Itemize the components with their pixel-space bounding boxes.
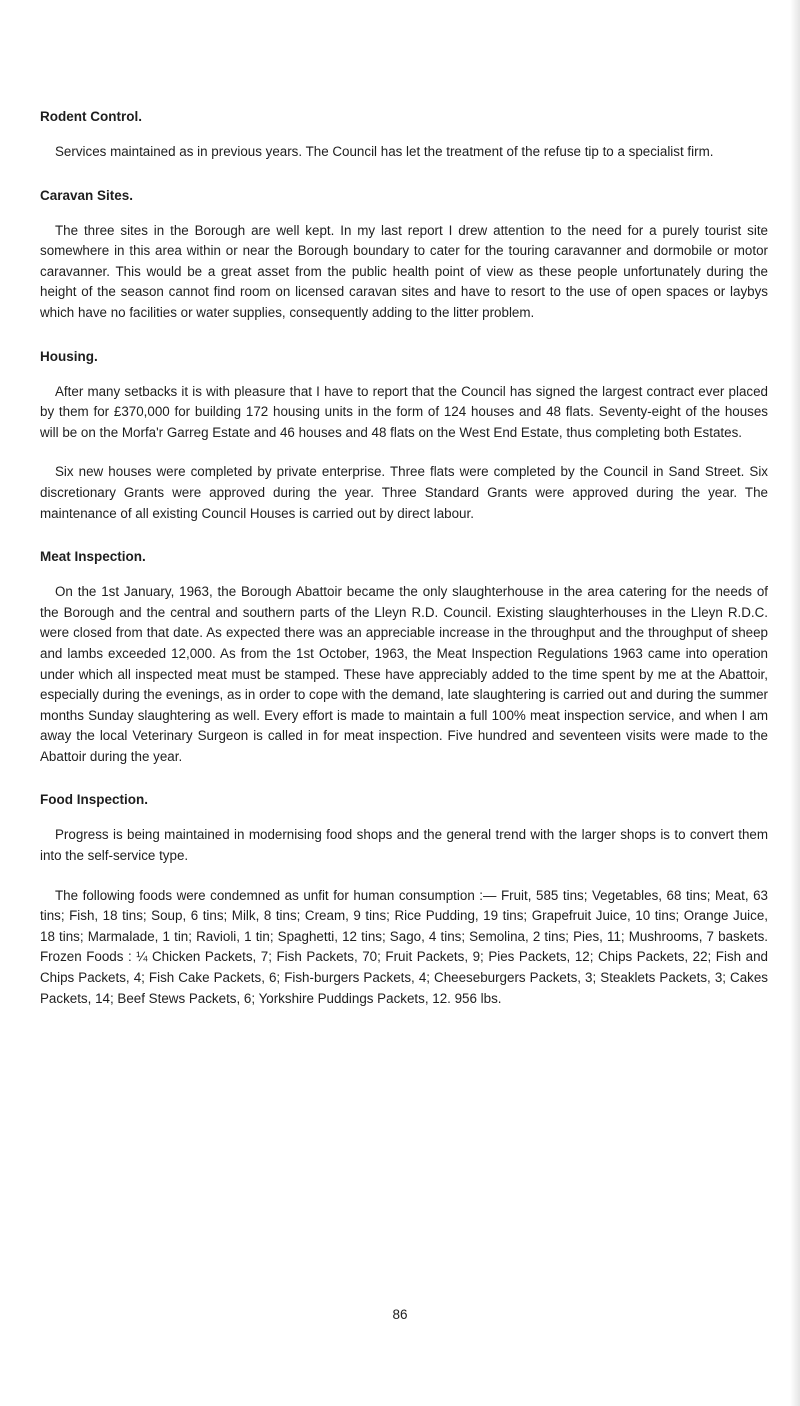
paragraph: Services maintained as in previous years. The Council has let the treatment of the refuse tip to a specialist firm.	[55, 144, 714, 159]
section-food-inspection	[40, 791, 768, 1009]
page-edge-shadow	[790, 0, 800, 1406]
paragraph: The three sites in the Borough are well kept. In my last report I drew attention to the need for a purely tourist site somewhere in this area within or near the Borough boundary to cater for the touring caravanner and dormobile or motor caravanner. This would be a great asset from the public health point of view as these people unfortunately during the height of the season cannot find room on licensed caravan sites and have to resort to the use of open spaces or laybys which have no facilities or water supplies, consequently adding to the litter problem.	[40, 222, 768, 320]
page-number: 86	[392, 1307, 408, 1322]
section-heading: Food Inspection.	[40, 792, 148, 808]
section-heading: Housing.	[40, 348, 98, 364]
section-heading: Caravan Sites.	[40, 187, 134, 203]
paragraph: Progress is being maintained in modernising food shops and the general trend with the larger shops is to convert them into the self-service type.	[40, 827, 768, 864]
section-heading: Meat Inspection.	[40, 549, 146, 565]
section-caravan-sites	[40, 187, 768, 324]
paragraph: Six new houses were completed by private enterprise. Three flats were completed by the Council in Sand Street. Six discretionary Grants were approved during the year. Three Standard Grants were approved during the year. The maintenance of all existing Council Houses is carried out by direct labour.	[40, 464, 768, 521]
section-rodent-control	[40, 108, 768, 163]
paragraph: On the 1st January, 1963, the Borough Abattoir became the only slaughterhouse in the area catering for the needs of the Borough and the central and southern parts of the Lleyn R.D. Council. Existing slaughterhouses in the Lleyn R.D.C. were closed from that date. As expected there was an appreciable increase in the throughput and the throughput of sheep and lambs exceeded 12,000. As from the 1st October, 1963, the Meat Inspection Regulations 1963 came into operation under which all inspected meat must be stamped. These have appreciably added to the time spent by me at the Abattoir, especially during the evenings, as in order to cope with the demand, late slaughtering is carried out and during the summer months Sunday slaughtering as well. Every effort is made to maintain a full 100% meat inspection service, and when I am away the local Veterinary Surgeon is called in for meat inspection. Five hundred and seventeen visits were made to the Abattoir during the year.	[40, 584, 768, 764]
paragraph: After many setbacks it is with pleasure that I have to report that the Council has signed the largest contract ever placed by them for £370,000 for building 172 housing units in the form of 124 houses and 48 flats. Seventy-eight of the houses will be on the Morfa'r Garreg Estate and 46 houses and 48 flats on the West End Estate, thus completing both Estates.	[40, 383, 768, 440]
section-heading: Rodent Control.	[40, 109, 142, 124]
document-body	[40, 108, 768, 1033]
paragraph: The following foods were condemned as unfit for human consumption :— Fruit, 585 tins; Vegetables, 68 tins; Meat, 63 tins; Fish, 18 tins; Soup, 6 tins; Milk, 8 tins; Cream, 9 tins; Rice Pudding, 19 tins; Grapefruit Juice, 10 tins; Orange Juice, 18 tins; Marmalade, 1 tin; Ravioli, 1 tin; Spaghetti, 12 tins; Sago, 4 tins; Semolina, 2 tins; Pies, 11; Mushrooms, 7 baskets. Frozen Foods : ¼ Chicken Packets, 7; Fish Packets, 70; Fruit Packets, 9; Pies Packets, 12; Chips Packets, 22; Fish and Chips Packets, 4; Fish Cake Packets, 6; Fish-burgers Packets, 4; Cheeseburgers Packets, 3; Steaklets Packets, 3; Cakes Packets, 14; Beef Stews Packets, 6; Yorkshire Puddings Packets, 12. 956 lbs.	[40, 887, 768, 1006]
section-housing	[40, 348, 768, 525]
section-meat-inspection	[40, 548, 768, 767]
